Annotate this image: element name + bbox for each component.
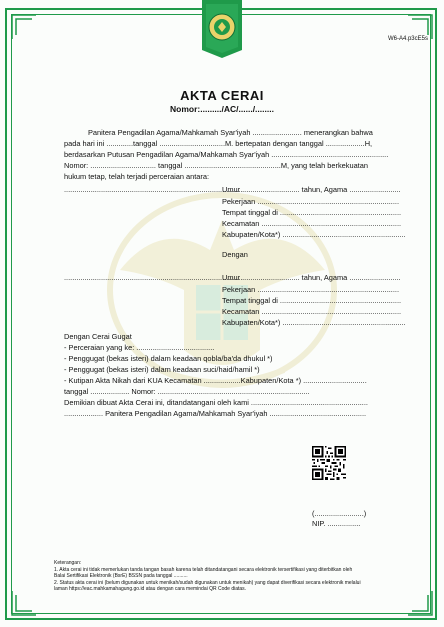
kutipan-line-1: - Kutipan Akta Nikah dari KUA Kecamatan ..................Kabupaten/Kota *) ............................... <box>64 376 367 385</box>
court-logo-tab <box>198 0 246 58</box>
note-1-line-1: 1. Akta cerai ini tidak memerlukan tanda tangan basah karena telah ditandatangani secara elektronik tersertifikasi yang diterbitkan oleh <box>54 567 353 573</box>
corner-ornament-bottom-left <box>10 589 38 617</box>
intro-line-3: berdasarkan Putusan Pengadilan Agama/Mahkamah Syar'iyah ......................................................... <box>64 150 389 159</box>
perceraian-ke-line: - Perceraian yang ke: ...................................... <box>64 343 215 352</box>
document-title: AKTA CERAI <box>180 88 264 103</box>
intro-line-4: Nomor: ................................ tanggal ...............................................M, yang telah berkekuatan <box>64 161 368 170</box>
demikian-line-1: Demikian dibuat Akta Cerai ini, ditandatangani oleh kami ......................................................... <box>64 398 368 407</box>
party1-kabupaten-field: Kabupaten/Kota*) ............................................................ <box>222 230 406 239</box>
party1-tempat-field: Tempat tinggal di ........................................................... <box>222 208 402 217</box>
note-2-line-2: laman https://eac.mahkamahagung.go.id atau dengan cara memindai QR Code diatas. <box>54 586 247 592</box>
kutipan-line-2: tanggal ................... Nomor: .......................................................................... <box>64 387 310 396</box>
document-number: Nomor:........./AC/....../........ <box>170 104 274 114</box>
party2-kabupaten-field: Kabupaten/Kota*) ............................................................ <box>222 318 406 327</box>
qr-code[interactable] <box>312 446 346 480</box>
party1-umur-field: Umur ............................ tahun, Agama ......................... <box>222 185 401 194</box>
notes-heading: Keterangan: <box>54 560 82 566</box>
demikian-line-2: ................... Panitera Pengadilan Agama/Mahkamah Syar'iyah ............................................... <box>64 409 367 418</box>
party2-pekerjaan-field: Pekerjaan ..................................................................... <box>222 285 400 294</box>
intro-line-1: Panitera Pengadilan Agama/Mahkamah Syar'iyah ........................ menerangkan bahwa <box>88 128 373 137</box>
note-2-line-1: 2. Status akta cerai ini (belum digunakan untuk menikah/sudah digunakan untuk menikah) yang dapat diverifikasi secara elektronik melalui <box>54 580 361 586</box>
qobla-line: - Penggugat (bekas isteri) dalam keadaan qobla/ba'da dhukul *) <box>64 354 273 363</box>
party1-kecamatan-field: Kecamatan .................................................................... <box>222 219 402 228</box>
party2-kecamatan-field: Kecamatan .................................................................... <box>222 307 402 316</box>
intro-line-2: pada hari ini .............tanggal ................................M. bertepatan dengan tanggal ...................H, <box>64 139 373 148</box>
dengan-label: Dengan <box>222 250 248 259</box>
party2-tempat-field: Tempat tinggal di ........................................................... <box>222 296 402 305</box>
suci-line: - Penggugat (bekas isteri) dalam keadaan suci/haid/hamil *) <box>64 365 260 374</box>
party2-name-field: ....................................................................................... <box>64 273 243 282</box>
note-1-line-2: Balai Sertifikasi Elektronik (BsrE) BSSN pada tanggal .......... <box>54 573 188 579</box>
signature-name: (........................) <box>312 509 367 518</box>
party1-pekerjaan-field: Pekerjaan ..................................................................... <box>222 197 400 206</box>
party1-name-field: ....................................................................................... <box>64 185 243 194</box>
corner-ornament-top-left <box>10 13 38 41</box>
intro-line-5: hukum tetap, telah terjadi perceraian antara: <box>64 172 210 181</box>
signature-nip: NIP. ................ <box>312 519 361 528</box>
document-code: W6-A4.p3cE5s <box>387 36 428 42</box>
party2-umur-field: Umur ............................ tahun, Agama ......................... <box>222 273 401 282</box>
cerai-gugat-label: Dengan Cerai Gugat <box>64 332 132 341</box>
corner-ornament-bottom-right <box>406 589 434 617</box>
